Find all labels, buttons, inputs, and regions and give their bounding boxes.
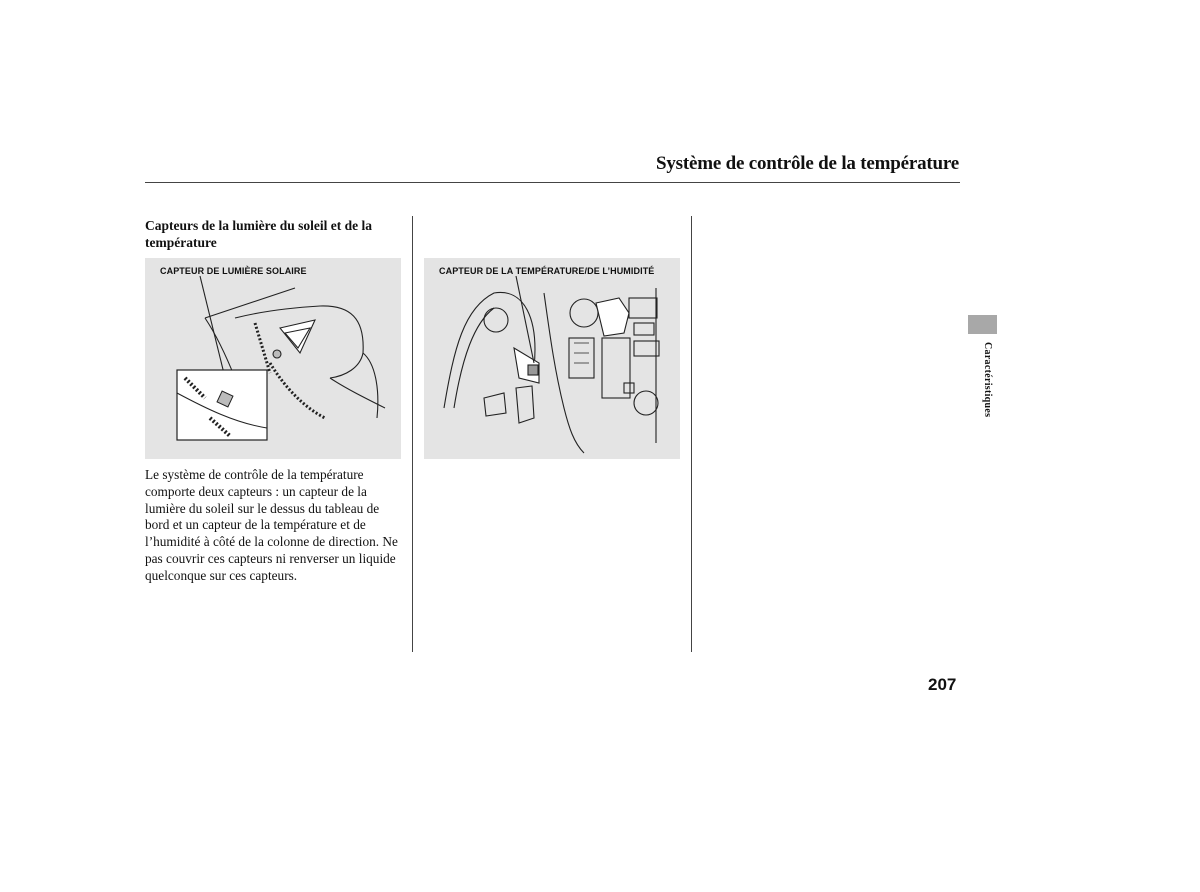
sun-sensor-label: CAPTEUR DE LUMIÈRE SOLAIRE	[160, 266, 307, 276]
section-heading: Capteurs de la lumière du soleil et de la température	[145, 218, 372, 250]
header-rule	[145, 182, 960, 183]
temp-sensor-illustration	[424, 258, 680, 459]
column-divider-right	[691, 216, 692, 652]
sun-sensor-figure	[145, 258, 401, 459]
temp-sensor-label: CAPTEUR DE LA TEMPÉRATURE/DE L’HUMIDITÉ	[439, 266, 655, 276]
page-number: 207	[928, 675, 957, 694]
column-divider-left	[412, 216, 413, 652]
section-tab-marker	[968, 315, 997, 334]
section-tab-label: Caractéristiques	[982, 342, 993, 418]
sun-sensor-illustration	[145, 258, 401, 459]
temp-sensor-figure	[424, 258, 680, 459]
page-title: Système de contrôle de la température	[655, 153, 959, 174]
body-paragraph: Le système de contrôle de la température comporte deux capteurs : un capteur de la lumière du soleil sur le dessus du tableau de bord et un capteur de la température et de l’humidité à côté de la colonne de direction. Ne pas couvrir ces capteurs ni renverser un liquide quelconque sur ces capteurs.	[145, 467, 398, 583]
